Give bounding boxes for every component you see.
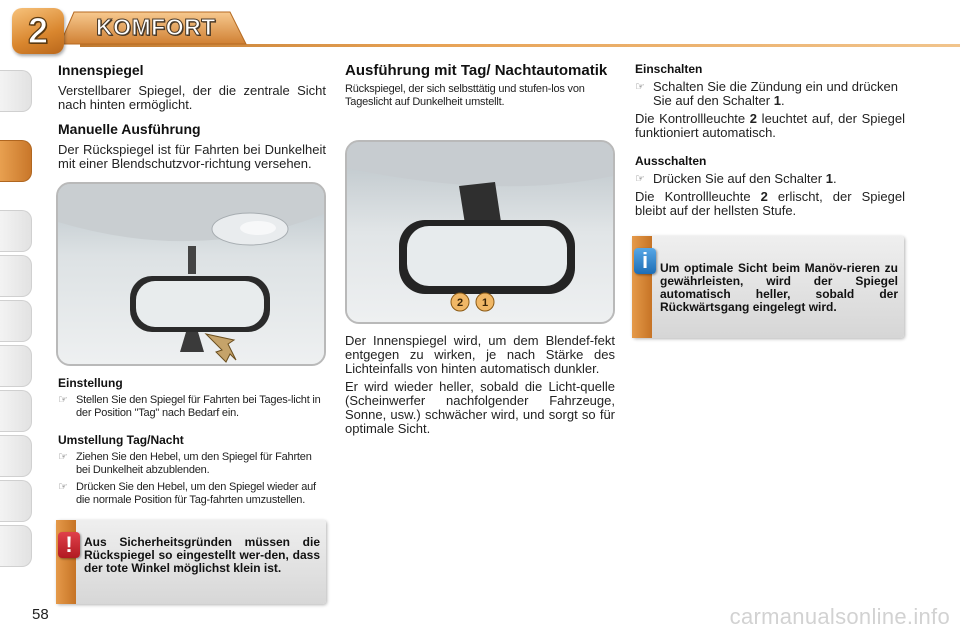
side-tab-5[interactable] <box>0 300 32 342</box>
einschalten-text: Die Kontrollleuchte 2 leuchtet auf, der Spiegel funktioniert automatisch. <box>635 111 905 140</box>
innenspiegel-heading: Innenspiegel <box>58 62 144 78</box>
pointing-hand-icon: ☞ <box>58 481 68 493</box>
einschalten-bullet-text: Schalten Sie die Zündung ein und drücken Sie auf den Schalter 1. <box>653 79 899 108</box>
chapter-title: KOMFORT <box>96 14 216 40</box>
umstellung-bullet-1-text: Ziehen Sie den Hebel, um den Spiegel für Fahrten bei Dunkelheit abzublenden. <box>76 451 312 476</box>
side-tab-1[interactable] <box>0 70 32 112</box>
side-tab-6[interactable] <box>0 345 32 387</box>
side-tab-8[interactable] <box>0 435 32 477</box>
ausschalten-bullet <box>635 172 905 186</box>
einstellung-heading: Einstellung <box>58 376 123 390</box>
chapter-number-badge <box>12 8 64 54</box>
umstellung-bullet-2 <box>58 481 326 506</box>
mirror-label-2: 2 <box>456 297 464 309</box>
watermark: carmanualsonline.info <box>729 604 950 629</box>
automatik-subtitle: Rückspiegel, der sich selbsttätig und stufen-los von Tageslicht auf Dunkelheit umstellt. <box>345 83 585 108</box>
side-chapter-tabs <box>0 70 34 580</box>
umstellung-bullet-2-text: Drücken Sie den Hebel, um den Spiegel wieder auf die normale Position für Tag-fahrten umzustellen. <box>76 481 316 506</box>
pointing-hand-icon: ☞ <box>58 394 68 406</box>
side-tab-9[interactable] <box>0 480 32 522</box>
ausschalten-bullet-text: Drücken Sie auf den Schalter 1. <box>653 171 837 186</box>
einstellung-bullet-text: Stellen Sie den Spiegel für Fahrten bei Tages-licht in der Position "Tag" nach Bedarf ein. <box>76 394 321 419</box>
warning-exclamation-icon: ! <box>58 532 80 558</box>
info-box <box>632 236 904 338</box>
side-tab-3[interactable] <box>0 210 32 252</box>
side-tab-4[interactable] <box>0 255 32 297</box>
pointing-hand-icon: ☞ <box>58 451 68 463</box>
mirror-label-1: 1 <box>481 297 489 309</box>
innenspiegel-text: Verstellbarer Spiegel, der die zentrale Sicht nach hinten ermöglicht. <box>58 83 326 112</box>
side-tab-7[interactable] <box>0 390 32 432</box>
chapter-number: 2 <box>27 10 49 51</box>
pointing-hand-icon: ☞ <box>635 81 645 93</box>
left-column <box>58 62 326 171</box>
automatik-para-1: Der Innenspiegel wird, um dem Blendef-fekt entgegen zu wirken, je nach Stärke des Lichteinfalls von hinten automatisch dunkler. <box>345 333 615 376</box>
warning-box <box>56 520 326 604</box>
umstellung-heading: Umstellung Tag/Nacht <box>58 433 184 447</box>
right-column <box>635 62 905 218</box>
automatik-para-2: Er wird wieder heller, sobald die Licht-quelle (Scheinwerfer nachfolgender Fahrzeuge, Sonne, usw.) schwächer wird, und sorgt so für optimale Sicht. <box>345 379 615 436</box>
chapter-header <box>0 0 960 58</box>
ausschalten-heading: Ausschalten <box>635 154 707 168</box>
middle-column <box>345 62 615 108</box>
einschalten-heading: Einschalten <box>635 62 703 76</box>
info-text: Um optimale Sicht beim Manöv-rieren zu gewährleisten, wird der Spiegel automatisch heller, sobald der Rückwärtsgang eingelegt wird. <box>660 261 898 314</box>
side-tab-2-active[interactable] <box>0 140 32 182</box>
page-number: 58 <box>32 606 49 623</box>
left-column-lower <box>58 376 326 506</box>
manuell-heading: Manuelle Ausführung <box>58 121 201 137</box>
umstellung-bullet-1 <box>58 451 326 476</box>
info-icon: i <box>634 248 656 274</box>
middle-column-lower <box>345 334 615 436</box>
automatik-heading: Ausführung mit Tag/ Nachtautomatik <box>345 62 608 79</box>
manual-mirror-photo <box>56 182 326 366</box>
einstellung-bullet <box>58 394 326 419</box>
automatic-mirror-photo <box>345 140 615 324</box>
manuell-text: Der Rückspiegel ist für Fahrten bei Dunkelheit mit einer Blendschutzvor-richtung versehen. <box>58 142 326 171</box>
warning-text: Aus Sicherheitsgründen müssen die Rückspiegel so eingestellt wer-den, dass der tote Winkel möglichst klein ist. <box>84 535 320 575</box>
pointing-hand-icon: ☞ <box>635 173 645 185</box>
side-tab-10[interactable] <box>0 525 32 567</box>
ausschalten-text: Die Kontrollleuchte 2 erlischt, der Spiegel bleibt auf der hellsten Stufe. <box>635 189 906 218</box>
einschalten-bullet <box>635 80 905 108</box>
